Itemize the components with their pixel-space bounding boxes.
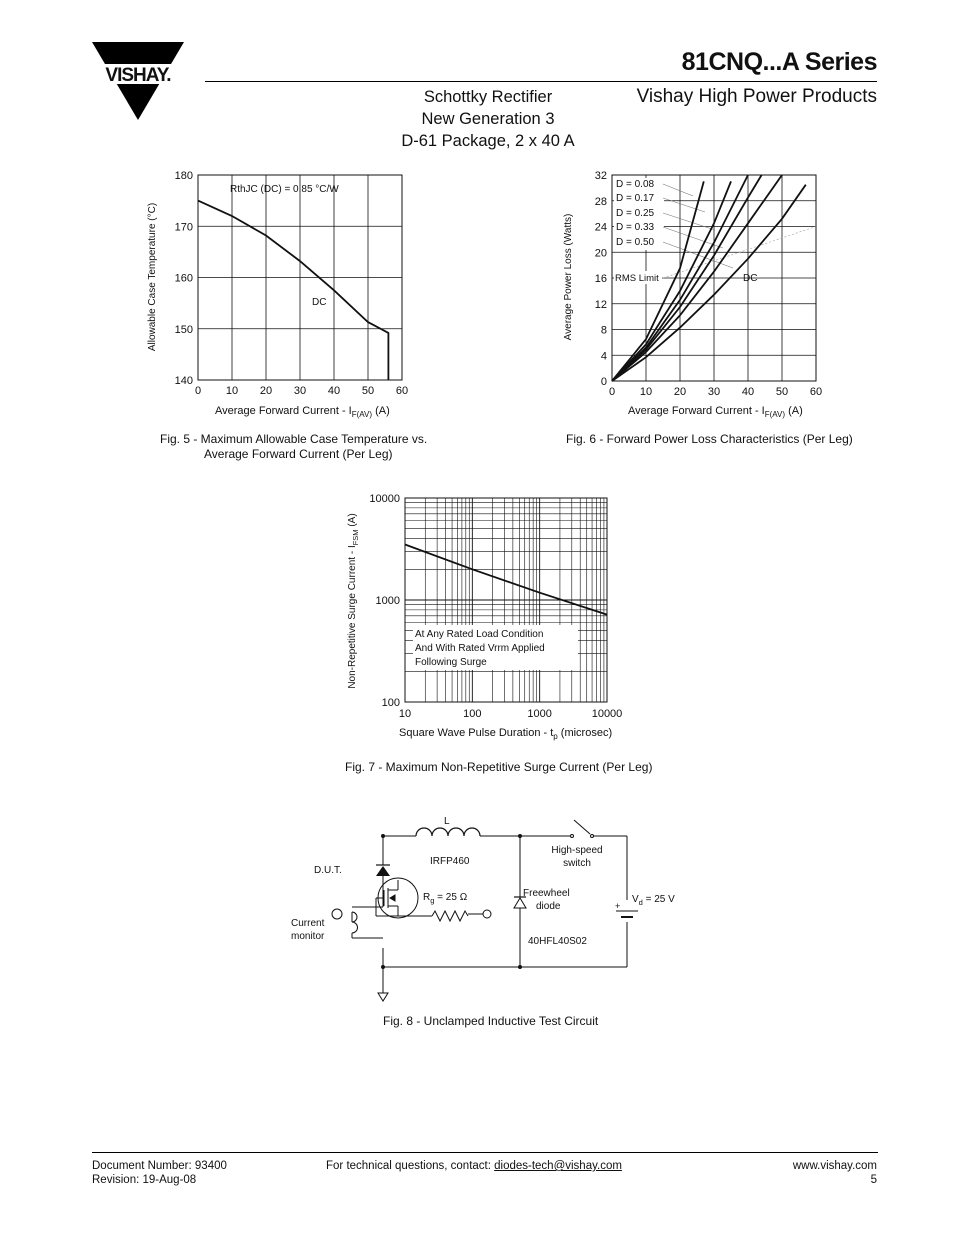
dut-label: D.U.T. — [314, 865, 342, 876]
fig5-x-axis-label: Average Forward Current - $I_{F(AV)}$ (A) — [215, 405, 390, 419]
fig7-series — [405, 545, 607, 615]
series-title: 81CNQ...A Series — [681, 48, 877, 76]
fig6-legend-d025: D = 0.25 — [616, 208, 655, 219]
f5-x-tick-label: 10 — [225, 385, 239, 397]
fig6-legend-leaders — [663, 184, 816, 278]
f6-y-tick-label: 4 — [600, 350, 607, 363]
contact-prefix: For technical questions, contact: — [326, 1160, 495, 1172]
ground-icon — [378, 993, 388, 1001]
gate-terminal — [483, 910, 491, 918]
f7-x-tick-label: 1000 — [527, 708, 552, 720]
f5-x-tick-label: 40 — [327, 385, 341, 397]
source-voltage-label: $V_d = 25$ V — [632, 894, 675, 907]
document-number: Document Number: 93400 — [92, 1160, 227, 1172]
fig6-caption: Fig. 6 - Forward Power Loss Characteristics (Per Leg) — [566, 432, 853, 446]
fig5-caption — [160, 432, 427, 462]
subtitle-line-1: Schottky Rectifier — [423, 88, 553, 106]
fig6-chart — [555, 160, 875, 425]
header-rule — [205, 81, 877, 82]
f7-series-line-0 — [405, 545, 607, 615]
fig7-grid — [405, 498, 607, 702]
current-monitor-label-2: monitor — [291, 931, 325, 942]
f6-x-tick-label: 40 — [741, 386, 755, 398]
f5-y-tick-label: 140 — [174, 375, 193, 387]
logo-text: VISHAY. — [105, 65, 171, 86]
f7-x-tick-label: 100 — [463, 708, 482, 720]
resistor-icon — [432, 911, 468, 921]
f5-x-tick-label: 0 — [194, 385, 202, 397]
f6-x-tick-label: 60 — [809, 386, 823, 398]
f7-y-tick-label: 1000 — [375, 595, 400, 607]
fig8-circuit — [280, 810, 700, 1010]
fig6-x-axis-label: Average Forward Current - $I_{F(AV)}$ (A) — [628, 405, 803, 419]
page-number: 5 — [870, 1174, 877, 1186]
fig7-annotation-line-1: At Any Rated Load Condition — [415, 629, 544, 640]
mosfet-label: IRFP460 — [430, 856, 470, 867]
fig6-legend-d017: D = 0.17 — [616, 193, 655, 204]
f5-y-tick-label: 170 — [174, 221, 193, 234]
f6-y-tick-label: 0 — [600, 376, 607, 388]
fig5-chart — [140, 160, 450, 425]
footer-rule — [92, 1152, 878, 1153]
fig5-grid — [198, 175, 402, 380]
fig6-rms-limit-annotation: RMS Limit — [615, 273, 659, 284]
current-monitor-label-1: Current — [291, 918, 325, 929]
fig5-dc-annotation: DC — [312, 297, 327, 308]
footer-right — [793, 1159, 877, 1187]
fig7-y-axis-label: Non-Repetitive Surge Current - $I_{FSM}$ (A) — [347, 513, 360, 689]
f6-y-tick-label: 28 — [594, 195, 607, 208]
fig5-caption-line-1: Fig. 5 - Maximum Allowable Case Temperature vs. — [160, 432, 428, 446]
f6-y-tick-label: 24 — [594, 221, 607, 234]
current-monitor-icon — [332, 907, 383, 938]
switch-icon — [570, 820, 594, 838]
dut-diode-icon — [376, 865, 390, 876]
fig6-legend — [614, 178, 664, 250]
freewheel-label-1: Freewheel — [523, 888, 570, 899]
vishay-logo — [92, 42, 184, 122]
contact-email-link[interactable]: diodes-tech@vishay.com — [494, 1160, 622, 1172]
freewheel-label-2: diode — [536, 901, 561, 912]
f6-y-tick-label: 16 — [594, 273, 607, 285]
f6-y-tick-label: 32 — [594, 170, 607, 182]
f5-x-tick-label: 30 — [293, 385, 307, 397]
f6-x-tick-label: 20 — [673, 386, 687, 398]
freewheel-part-label: 40HFL40S02 — [528, 936, 587, 947]
fig5-caption-line-2: Average Forward Current (Per Leg) — [204, 447, 393, 461]
subtitle-line-2: New Generation 3 — [421, 110, 555, 128]
fig7-caption: Fig. 7 - Maximum Non-Repetitive Surge Current (Per Leg) — [345, 760, 653, 774]
f5-x-tick-label: 60 — [395, 385, 409, 397]
fig6-leader-line-2 — [663, 213, 715, 230]
fig5-series — [198, 201, 388, 380]
revision-date: Revision: 19-Aug-08 — [92, 1174, 197, 1186]
f7-y-tick-label: 100 — [381, 697, 400, 709]
f6-y-tick-label: 12 — [594, 298, 607, 311]
fig8-caption: Fig. 8 - Unclamped Inductive Test Circuit — [383, 1014, 599, 1028]
fig6-legend-d050: D = 0.50 — [616, 237, 655, 248]
fig6-y-axis-label: Average Power Loss (Watts) — [563, 213, 574, 341]
fig7-chart — [335, 485, 635, 747]
f6-x-tick-label: 0 — [608, 386, 616, 398]
source-plus-label: + — [615, 901, 621, 911]
f5-y-tick-label: 180 — [174, 170, 193, 182]
fig7-annotation-line-3: Following Surge — [415, 657, 487, 668]
f7-x-tick-label: 10000 — [591, 708, 623, 720]
f5-series-line-0 — [198, 201, 388, 380]
f6-x-tick-label: 30 — [707, 386, 721, 398]
f5-y-tick-label: 160 — [174, 272, 193, 285]
fig6-legend-d033: D = 0.33 — [616, 222, 655, 233]
inductor-label: L — [444, 816, 450, 827]
footer-contact — [326, 1159, 622, 1173]
fig5-rth-annotation: RthJC (DC) = 0.85 °C/W — [230, 184, 339, 195]
switch-label-2: switch — [563, 858, 591, 869]
fig6-leader-line-0 — [663, 184, 693, 196]
f6-x-tick-label: 10 — [639, 386, 653, 398]
f6-y-tick-label: 20 — [594, 247, 607, 260]
f5-x-tick-label: 50 — [361, 385, 375, 397]
fig6-legend-d008: D = 0.08 — [616, 179, 655, 190]
voltage-source-icon — [616, 911, 638, 917]
fig7-annotation-box — [413, 625, 578, 670]
inductor-icon — [416, 828, 480, 836]
fig7-annotation-line-2: And With Rated Vrrm Applied — [415, 643, 545, 654]
f6-x-tick-label: 50 — [775, 386, 789, 398]
f5-x-tick-label: 20 — [259, 385, 273, 397]
gate-resistor-label: $R_g = 25$ Ω — [423, 892, 468, 905]
fig5-tick-labels — [175, 170, 408, 397]
footer-doc-info — [92, 1159, 227, 1187]
fig7-x-axis-label: Square Wave Pulse Duration - $t_p$ (microsec) — [399, 727, 613, 741]
fig5-y-axis-label: Allowable Case Temperature (°C) — [147, 202, 158, 352]
subtitle-line-3: D-61 Package, 2 x 40 A — [401, 132, 575, 150]
switch-label-1: High-speed — [551, 845, 603, 856]
mosfet-icon — [376, 878, 418, 918]
f5-y-tick-label: 150 — [174, 323, 193, 336]
product-subtitle — [378, 86, 598, 152]
fig6-dc-annotation: DC — [743, 273, 758, 284]
f7-x-tick-label: 10 — [398, 708, 412, 720]
division-name: Vishay High Power Products — [636, 86, 877, 107]
f6-y-tick-label: 8 — [600, 324, 607, 337]
f7-y-tick-label: 10000 — [369, 493, 400, 505]
website-link[interactable]: www.vishay.com — [792, 1160, 877, 1172]
